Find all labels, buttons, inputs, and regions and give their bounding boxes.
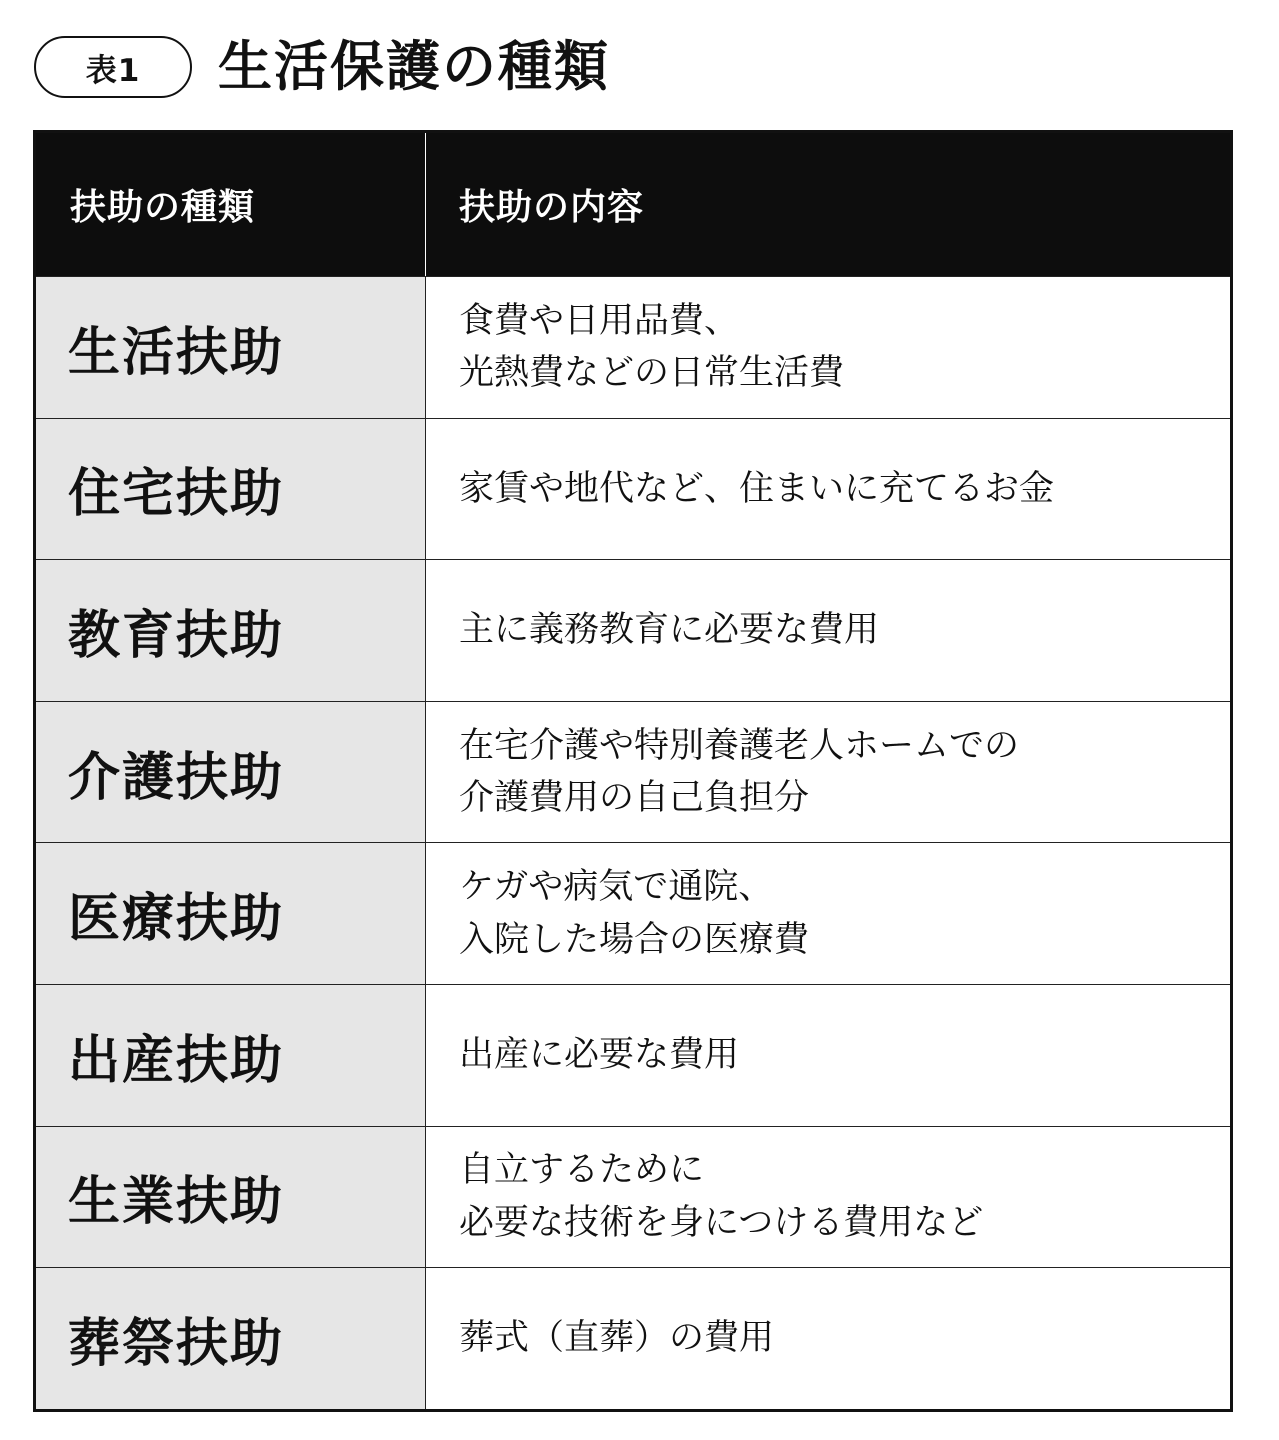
header-type-cell: 扶助の種類: [36, 133, 426, 276]
table-number-label: 表1: [34, 36, 192, 98]
table-row: [36, 1126, 1230, 1268]
assistance-type-cell: 介護扶助: [36, 702, 426, 843]
table-row: [36, 418, 1230, 560]
assistance-type-cell: 医療扶助: [36, 843, 426, 984]
assistance-type-cell: 生活扶助: [36, 277, 426, 418]
assistance-type-cell: 住宅扶助: [36, 419, 426, 560]
assistance-content-cell: 自立するために 必要な技術を身につける費用など: [459, 1150, 984, 1243]
assistance-content-cell: 出産に必要な費用: [459, 1035, 740, 1076]
assistance-type-cell: 葬祭扶助: [36, 1268, 426, 1409]
assistance-type-cell: 教育扶助: [36, 560, 426, 701]
assistance-content-cell: 主に義務教育に必要な費用: [459, 610, 880, 651]
header-content-cell: 扶助の内容: [459, 187, 645, 228]
assistance-content-cell: 在宅介護や特別養護老人ホームでの 介護費用の自己負担分: [459, 725, 1020, 819]
title-row: [34, 34, 610, 100]
table-header-row: [36, 133, 1230, 276]
assistance-content-cell: 食費や日用品費、 光熱費などの日常生活費: [459, 300, 845, 394]
table-row: [36, 276, 1230, 418]
assistance-type-cell: 出産扶助: [36, 985, 426, 1126]
assistance-content-cell: 葬式（直葬）の費用: [459, 1318, 775, 1359]
assistance-content-cell: ケガや病気で通院、 入院した場合の医療費: [459, 867, 810, 960]
page-title: 生活保護の種類: [218, 35, 610, 98]
table-row: [36, 559, 1230, 701]
table-row: [36, 701, 1230, 843]
assistance-types-table: [33, 130, 1233, 1412]
table-row: [36, 1267, 1230, 1409]
assistance-content-cell: 家賃や地代など、住まいに充てるお金: [459, 468, 1055, 509]
table-row: [36, 984, 1230, 1126]
table-row: [36, 842, 1230, 984]
assistance-type-cell: 生業扶助: [36, 1127, 426, 1268]
